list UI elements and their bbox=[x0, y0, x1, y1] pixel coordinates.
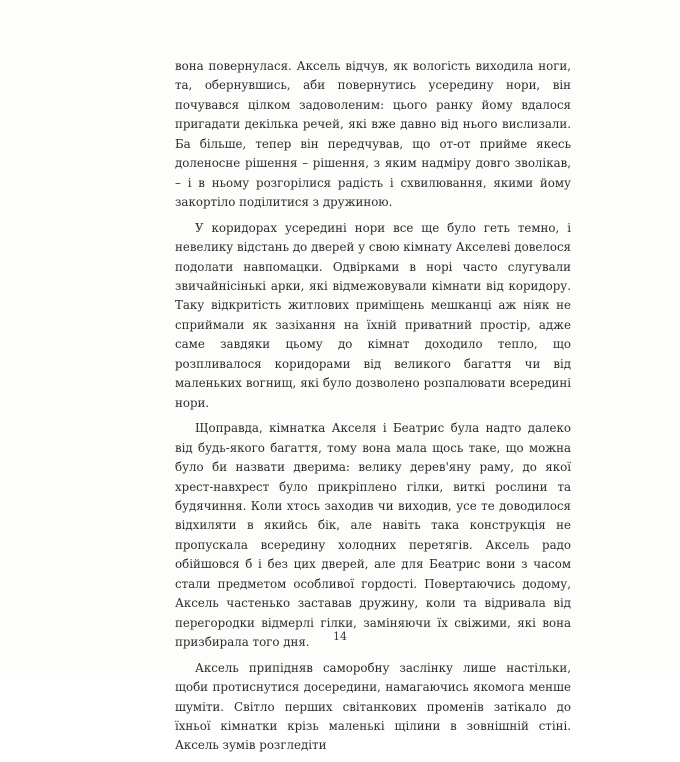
paragraph-2: У коридорах усередині нори все ще було геть темно, і невелику відстань до дверей у свою кімнату Акселеві довелося подолати навпомацки. Одвірками в норі часто слугували звичайнісінькі арки, які відмежовували кімнати від коридору. Таку відкритість житлових приміщень мешканці аж ніяк не сприймали як зазіхання на їхній приватний простір, адже саме завдяки цьому до кімнат доходило тепло, що розпливалося коридорами від великого багаття чи від маленьких вогнищ, які було дозволено розпалювати всередині нори. bbox=[175, 220, 571, 410]
paragraph-4: Аксель припідняв саморобну заслінку лише настільки, щоби протиснутися досередини, намагаючись якомога менше шуміти. Світло перших світанкових променів затікало до їхньої кімнатки крізь маленькі щілини в зовнішній стіні. Аксель зумів розгледіти bbox=[175, 660, 571, 753]
paragraph-3: Щоправда, кімнатка Акселя і Беатрис була надто далеко від будь-якого багаття, тому вона мала щось таке, що можна було би назвати дверима: велику дерев'яну раму, до якої хрест-навхрест було прикріплено гілки, виткі рослини та будячиння. Коли хтось заходив чи виходив, усе те доводилося відхиляти в якийсь бік, але навіть така конструкція не пропускала всередину холодних перетягів. Аксель радо обійшовся б і без цих дверей, але для Беатрис вони з часом стали предметом особливої гордості. Повертаючись додому, Аксель частенько заставав дружину, коли та відривала від перегородки відмерлі гілки, заміняючи їх свіжими, які вона призбирала того дня. bbox=[175, 421, 571, 650]
body-text bbox=[175, 57, 571, 762]
paragraph-1: вона повернулася. Аксель відчув, як вологість виходила ноги, та, обернувшись, аби повернутись усередину нори, він почувався цілком задоволеним: цього ранку йому вдалося пригадати декілька речей, які вже давно від нього вислизали. Ба більше, тепер він передчував, що от-от прийме якесь доленосне рішення – рішення, з яким надміру довго зволікав, – і в ньому розгорілися радість і схвилювання, якими йому закортіло поділитися з дружиною. bbox=[175, 59, 571, 210]
page-number: 14 bbox=[333, 630, 347, 643]
